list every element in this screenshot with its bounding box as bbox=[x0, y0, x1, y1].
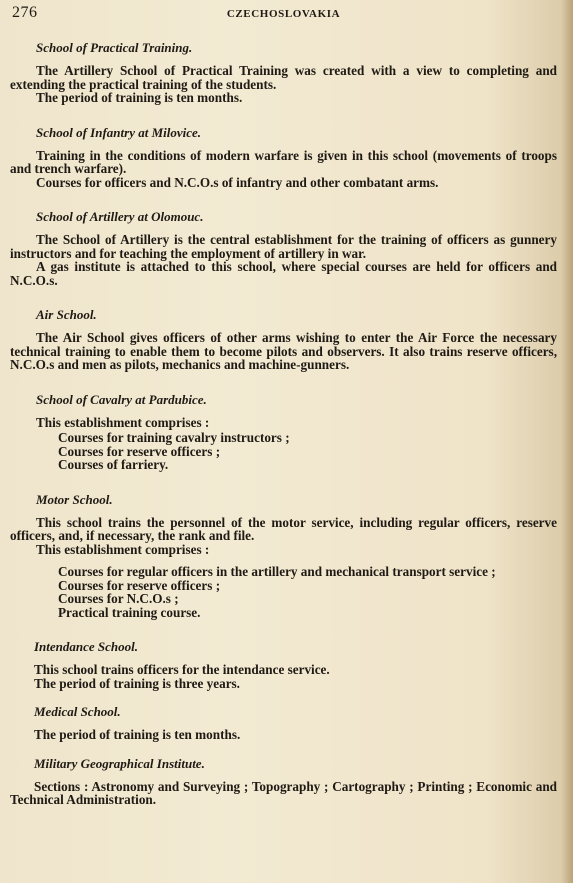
section-practical-training bbox=[10, 40, 557, 105]
section-infantry-milovice bbox=[10, 125, 557, 190]
course-list bbox=[10, 431, 557, 472]
list-item: Courses for reserve officers ; bbox=[58, 443, 221, 459]
paragraph: A gas institute is attached to this school, where special courses are held for officers and N.C.O.s. bbox=[10, 259, 557, 288]
paragraph: Courses for officers and N.C.O.s of infantry and other combatant arms. bbox=[36, 174, 439, 190]
section-title: Air School. bbox=[36, 307, 97, 322]
section-title: Intendance School. bbox=[34, 639, 139, 654]
list-item: Courses for N.C.O.s ; bbox=[58, 591, 179, 606]
list-item: Courses for training cavalry instructors ; bbox=[58, 430, 290, 445]
paragraph: Sections : Astronomy and Surveying ; Topography ; Cartography ; Printing ; Economic and Technical Administration. bbox=[10, 778, 557, 807]
section-title: Medical School. bbox=[34, 704, 121, 719]
running-head: CZECHOSLOVAKIA bbox=[226, 8, 341, 20]
page-number: 276 bbox=[12, 4, 38, 21]
paragraph: The period of training is ten months. bbox=[34, 727, 241, 742]
page-edge-shadow bbox=[561, 0, 573, 883]
paragraph: This establishment comprises : bbox=[36, 414, 210, 430]
section-air-school bbox=[10, 307, 557, 372]
paragraph: The period of training is three years. bbox=[34, 675, 240, 691]
section-cavalry-pardubice bbox=[10, 392, 557, 472]
paragraph: Training in the conditions of modern warfare is given in this school (movements of troops and trench warfare). bbox=[10, 147, 557, 176]
section-title: School of Infantry at Milovice. bbox=[36, 124, 202, 140]
section-artillery-olomouc bbox=[10, 209, 557, 287]
section-title: School of Cavalry at Pardubice. bbox=[36, 391, 207, 407]
section-title: School of Artillery at Olomouc. bbox=[36, 209, 204, 224]
list-item: Courses for reserve officers ; bbox=[58, 577, 221, 593]
paragraph: This school trains officers for the intendance service. bbox=[34, 662, 330, 677]
section-military-geographical-institute bbox=[10, 756, 557, 807]
section-title: School of Practical Training. bbox=[36, 40, 193, 55]
section-title: Motor School. bbox=[36, 491, 113, 507]
section-medical-school bbox=[10, 704, 557, 742]
paragraph: This school trains the personnel of the motor service, including regular officers, reserve officers, and, if necessary, the rank and file. bbox=[10, 514, 557, 543]
page-header bbox=[10, 0, 557, 26]
list-item: Courses for regular officers in the artillery and mechanical transport service ; bbox=[58, 564, 496, 579]
paragraph: The Artillery School of Practical Training was created with a view to completing and extending the practical training of the students. bbox=[10, 63, 557, 92]
section-title: Military Geographical Institute. bbox=[34, 755, 205, 771]
section-motor-school bbox=[10, 492, 557, 620]
section-intendance-school bbox=[10, 639, 557, 690]
paragraph: The School of Artillery is the central establishment for the training of officers as gunnery instructors and for teaching the employment of artillery in war. bbox=[10, 232, 557, 261]
course-list bbox=[10, 565, 557, 619]
list-item: Courses of farriery. bbox=[58, 457, 169, 472]
paragraph: This establishment comprises : bbox=[36, 541, 210, 557]
paragraph: The Air School gives officers of other arms wishing to enter the Air Force the necessary technical training to enable them to become pilots and observers. It also trains reserve officers, N.C.O.s and men as pilots, mechanics and machine-gunners. bbox=[10, 330, 557, 372]
list-item: Practical training course. bbox=[58, 604, 201, 620]
paragraph: The period of training is ten months. bbox=[36, 90, 243, 105]
